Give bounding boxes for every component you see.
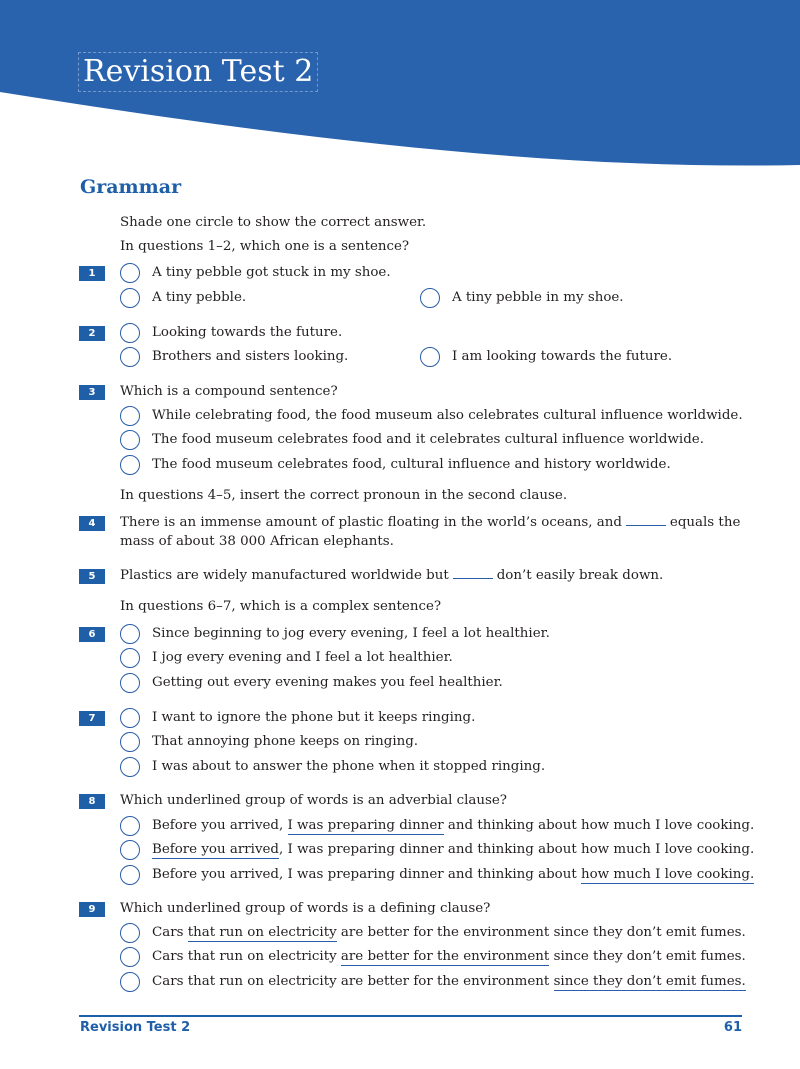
- answer-text-q1-c: A tiny pebble in my shoe.: [452, 290, 624, 305]
- answer-text-q9-b-post: since they don’t emit fumes.: [549, 949, 746, 964]
- answer-circle-q1-a[interactable]: [120, 263, 140, 283]
- answer-circle-q1-b[interactable]: [120, 288, 140, 308]
- question-text-5: [120, 567, 663, 585]
- answer-text-q9-c: [152, 973, 746, 991]
- question-text-4-line2: mass of about 38 000 African elephants.: [120, 534, 394, 549]
- answer-text-q8-a-post: and thinking about how much I love cooking.: [443, 818, 755, 833]
- answer-text-q9-a-post: are better for the environment since they don’t emit fumes.: [336, 925, 746, 940]
- section-title: Grammar: [80, 176, 182, 198]
- question-prompt-3: Which is a compound sentence?: [120, 384, 338, 399]
- answer-text-q8-a-pre: Before you arrived,: [152, 818, 288, 833]
- answer-text-q9-a: [152, 924, 746, 942]
- answer-text-q2-b: Brothers and sisters looking.: [152, 349, 349, 364]
- page-number: 61: [723, 1020, 742, 1035]
- question-prompt-8: Which underlined group of words is an adverbial clause?: [120, 793, 507, 808]
- answer-circle-q7-c[interactable]: [120, 757, 140, 777]
- answer-circle-q6-b[interactable]: [120, 648, 140, 668]
- question-prompt-9: Which underlined group of words is a defining clause?: [120, 901, 491, 916]
- answer-text-q1-a: A tiny pebble got stuck in my shoe.: [152, 265, 391, 280]
- underlined-clause-q9-a: that run on electricity: [187, 925, 337, 940]
- question-number-5: 5: [79, 569, 105, 584]
- underlined-clause-q9-c: since they don’t emit fumes.: [553, 974, 746, 989]
- question-number-9: 9: [79, 902, 105, 917]
- answer-circle-q2-a[interactable]: [120, 323, 140, 343]
- answer-text-q3-c: The food museum celebrates food, cultural influence and history worldwide.: [152, 457, 671, 472]
- answer-circle-q1-c[interactable]: [420, 288, 440, 308]
- answer-text-q6-c: Getting out every evening makes you feel healthier.: [152, 675, 503, 690]
- answer-circle-q3-a[interactable]: [120, 406, 140, 426]
- instruction-q6-7: In questions 6–7, which is a complex sentence?: [120, 599, 442, 614]
- pronoun-blank-4[interactable]: [626, 514, 666, 526]
- question-number-2: 2: [79, 326, 105, 341]
- answer-circle-q8-a[interactable]: [120, 816, 140, 836]
- question-number-7: 7: [79, 711, 105, 726]
- answer-circle-q8-b[interactable]: [120, 840, 140, 860]
- question-text-5-part2: don’t easily break down.: [496, 568, 664, 583]
- answer-circle-q7-b[interactable]: [120, 732, 140, 752]
- footer-title: Revision Test 2: [80, 1020, 191, 1035]
- answer-circle-q8-c[interactable]: [120, 865, 140, 885]
- answer-text-q3-a: While celebrating food, the food museum also celebrates cultural influence worldwide.: [152, 408, 743, 423]
- answer-text-q2-a: Looking towards the future.: [152, 325, 343, 340]
- answer-text-q6-a: Since beginning to jog every evening, I feel a lot healthier.: [152, 626, 550, 641]
- question-text-5-part1: Plastics are widely manufactured worldwide but: [120, 568, 449, 583]
- underlined-clause-q8-c: how much I love cooking.: [580, 867, 755, 882]
- answer-text-q7-a: I want to ignore the phone but it keeps ringing.: [152, 710, 476, 725]
- answer-text-q9-b-pre: Cars that run on electricity: [152, 949, 341, 964]
- question-number-6: 6: [79, 627, 105, 642]
- answer-circle-q9-c[interactable]: [120, 972, 140, 992]
- footer-rule: [79, 1015, 742, 1017]
- question-text-4-part1: There is an immense amount of plastic floating in the world’s oceans, and: [120, 515, 622, 530]
- answer-circle-q3-b[interactable]: [120, 430, 140, 450]
- question-number-3: 3: [79, 385, 105, 400]
- answer-text-q9-b: [152, 948, 746, 966]
- page-title: Revision Test 2: [78, 52, 318, 92]
- answer-text-q2-c: I am looking towards the future.: [452, 349, 673, 364]
- answer-circle-q2-c[interactable]: [420, 347, 440, 367]
- answer-circle-q6-a[interactable]: [120, 624, 140, 644]
- answer-circle-q3-c[interactable]: [120, 455, 140, 475]
- answer-text-q3-b: The food museum celebrates food and it celebrates cultural influence worldwide.: [152, 432, 704, 447]
- answer-text-q7-c: I was about to answer the phone when it stopped ringing.: [152, 759, 546, 774]
- question-text-4-part2: equals the: [669, 515, 741, 530]
- underlined-clause-q8-a: I was preparing dinner: [287, 818, 444, 833]
- answer-circle-q7-a[interactable]: [120, 708, 140, 728]
- instruction-shade: Shade one circle to show the correct answer.: [120, 215, 427, 230]
- answer-text-q9-a-pre: Cars: [152, 925, 188, 940]
- answer-circle-q6-c[interactable]: [120, 673, 140, 693]
- instruction-q4-5: In questions 4–5, insert the correct pronoun in the second clause.: [120, 488, 568, 503]
- question-text-4-line1: [120, 514, 740, 532]
- answer-circle-q2-b[interactable]: [120, 347, 140, 367]
- question-number-4: 4: [79, 516, 105, 531]
- answer-text-q8-c-pre: Before you arrived, I was preparing dinner and thinking about: [152, 867, 581, 882]
- answer-circle-q9-a[interactable]: [120, 923, 140, 943]
- pronoun-blank-5[interactable]: [453, 567, 493, 579]
- answer-text-q9-c-pre: Cars that run on electricity are better for the environment: [152, 974, 554, 989]
- answer-text-q1-b: A tiny pebble.: [152, 290, 247, 305]
- instruction-q1-2: In questions 1–2, which one is a sentence?: [120, 239, 410, 254]
- answer-text-q7-b: That annoying phone keeps on ringing.: [152, 734, 419, 749]
- answer-text-q8-a: [152, 817, 754, 835]
- answer-circle-q9-b[interactable]: [120, 947, 140, 967]
- question-number-1: 1: [79, 266, 105, 281]
- answer-text-q8-b-post: , I was preparing dinner and thinking about how much I love cooking.: [279, 842, 755, 857]
- answer-text-q8-c: [152, 866, 754, 884]
- question-number-8: 8: [79, 794, 105, 809]
- underlined-clause-q8-b: Before you arrived: [152, 842, 280, 857]
- answer-text-q6-b: I jog every evening and I feel a lot healthier.: [152, 650, 453, 665]
- answer-text-q8-b: [152, 841, 754, 859]
- underlined-clause-q9-b: are better for the environment: [340, 949, 550, 964]
